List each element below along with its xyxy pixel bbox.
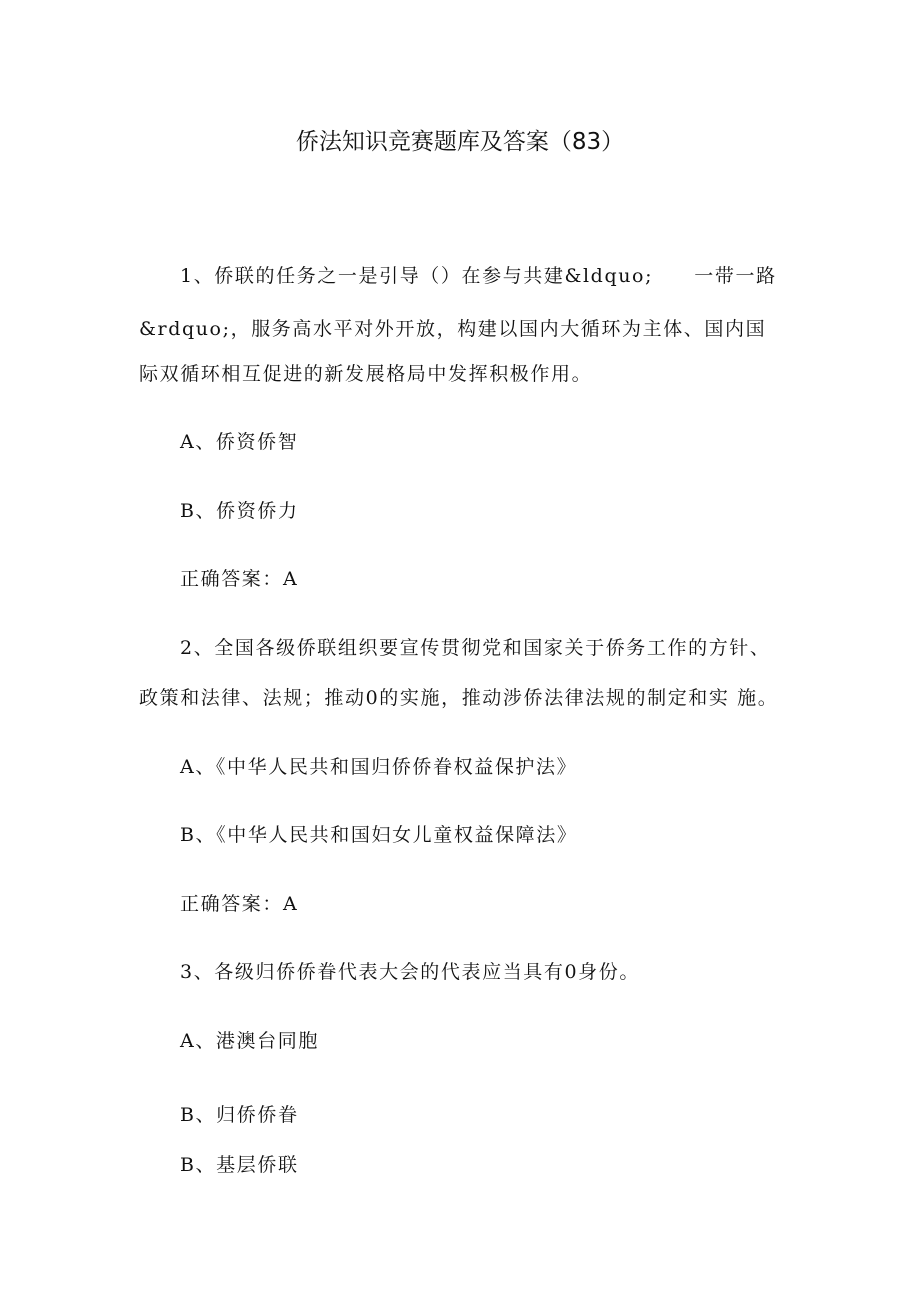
question-1-line-3: 际双循环相互促进的新发展格局中发挥积极作用。: [139, 363, 593, 385]
page-title: 侨法知识竞赛题库及答案（83）: [295, 129, 625, 155]
question-3-option-b: B、归侨侨眷: [180, 1104, 299, 1126]
question-3-line-1: 3、各级归侨侨眷代表大会的代表应当具有0身份。: [180, 961, 640, 983]
question-1-answer: 正确答案：A: [180, 568, 299, 590]
question-3-option-a: A、港澳台同胞: [180, 1030, 319, 1052]
question-2-line-2: 政策和法律、法规；推动0的实施，推动涉侨法律法规的制定和实 施。: [139, 687, 779, 709]
question-2-option-a: A、《中华人民共和国归侨侨眷权益保护法》: [180, 756, 578, 778]
question-2-line-1: 2、全国各级侨联组织要宣传贯彻党和国家关于侨务工作的方针、: [180, 637, 771, 659]
question-2-option-b: B、《中华人民共和国妇女儿童权益保障法》: [180, 824, 578, 846]
question-3-option-c: B、基层侨联: [180, 1154, 299, 1176]
question-2-answer: 正确答案：A: [180, 893, 299, 915]
question-1-option-b: B、侨资侨力: [180, 500, 299, 522]
question-1-line-2: &rdquo;，服务高水平对外开放，构建以国内大循环为主体、国内国: [139, 318, 767, 340]
question-1-line-1: 1、侨联的任务之一是引导（）在参与共建&ldquo; 一带一路: [180, 265, 777, 287]
question-1-option-a: A、侨资侨智: [180, 431, 299, 453]
